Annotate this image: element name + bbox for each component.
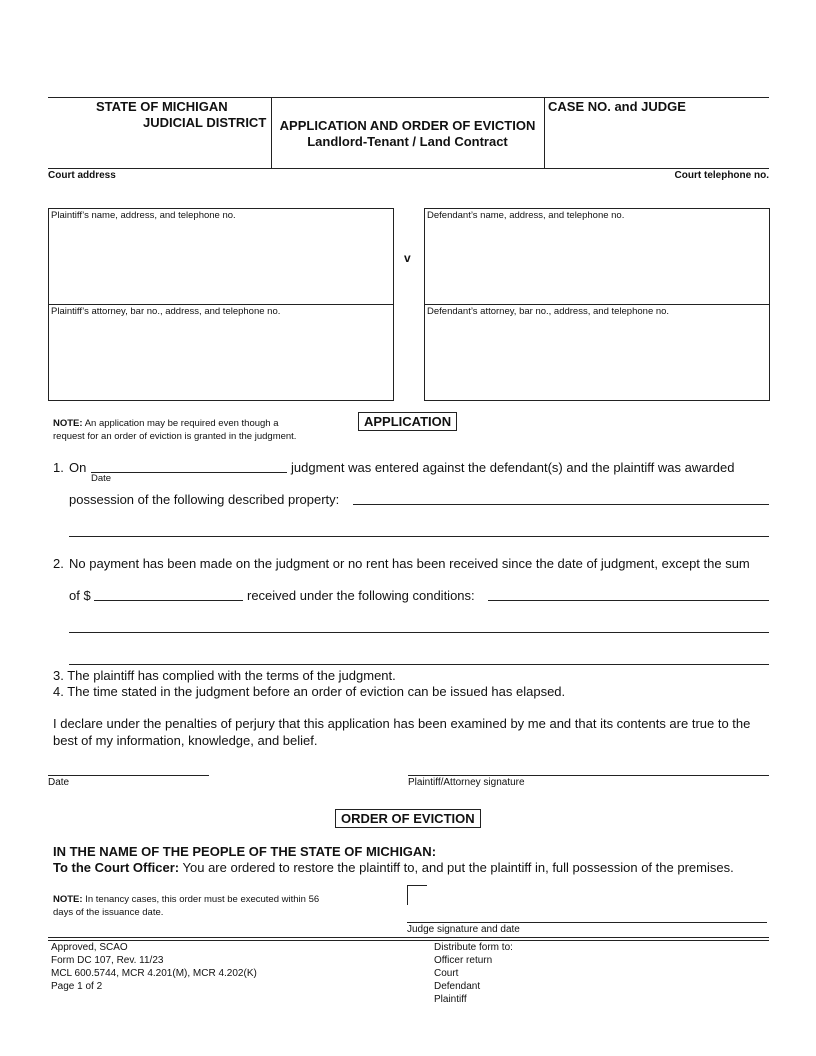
form-subtitle: Landlord-Tenant / Land Contract — [307, 134, 508, 149]
plaintiff-label: Plaintiff’s name, address, and telephone no. — [51, 210, 236, 221]
item2-received: received under the following conditions: — [247, 588, 475, 603]
state-name: STATE OF MICHIGAN — [96, 99, 228, 114]
order-note — [53, 894, 319, 905]
application-note-line2: request for an order of eviction is granted in the judgment. — [53, 431, 297, 442]
order-note-line2: days of the issuance date. — [53, 907, 164, 918]
signature-caption: Plaintiff/Attorney signature — [408, 777, 525, 788]
court-telephone-label: Court telephone no. — [674, 170, 769, 181]
application-note — [53, 418, 279, 429]
distribute-item: Plaintiff — [434, 994, 467, 1005]
case-number-label: CASE NO. and JUDGE — [548, 99, 686, 114]
officer-instruction — [53, 860, 734, 875]
distribute-item: Defendant — [434, 981, 481, 992]
conditions-line-2[interactable] — [69, 632, 769, 633]
item2-of: of $ — [69, 588, 91, 603]
item4-text: 4. The time stated in the judgment before an order of eviction can be issued has elapsed. — [53, 684, 566, 699]
application-note-label: NOTE: — [53, 418, 83, 429]
judgment-date-caption: Date — [91, 473, 112, 484]
item1-on: On — [69, 460, 87, 475]
footer-rule-2 — [48, 940, 769, 941]
payment-amount-line[interactable] — [94, 600, 243, 601]
item1-text: judgment was entered against the defendant(s) and the plaintiff was awarded — [291, 460, 735, 475]
judicial-district: JUDICIAL DISTRICT — [143, 115, 267, 130]
distribute-item: Court — [434, 968, 459, 979]
distribute-label: Distribute form to: — [434, 942, 513, 953]
item2-text: No payment has been made on the judgment or no rent has been received since the date of judgment, except the sum — [69, 556, 750, 571]
to-officer-label: To the Court Officer: — [53, 860, 180, 875]
defendant-attorney-label: Defendant’s attorney, bar no., address, and telephone no. — [427, 306, 670, 317]
header-divider-right — [544, 97, 545, 168]
case-number-field[interactable] — [546, 116, 768, 166]
people-statement: IN THE NAME OF THE PEOPLE OF THE STATE OF MICHIGAN: — [53, 844, 437, 859]
footer-approved: Approved, SCAO — [51, 942, 128, 953]
distribute-item: Officer return — [434, 955, 493, 966]
order-note-label: NOTE: — [53, 894, 83, 905]
footer-form-number: Form DC 107, Rev. 11/23 — [51, 955, 164, 966]
header-top-rule — [48, 97, 769, 98]
footer-page: Page 1 of 2 — [51, 981, 103, 992]
item1-property-label: possession of the following described property: — [69, 492, 340, 507]
order-note-text: In tenancy cases, this order must be executed within 56 — [85, 894, 320, 905]
order-instruction-text: You are ordered to restore the plaintiff to, and put the plaintiff in, full possession of the premises. — [182, 860, 734, 875]
form-title: APPLICATION AND ORDER OF EVICTION — [279, 118, 536, 133]
conditions-line-3[interactable] — [69, 664, 769, 665]
application-note-text: An application may be required even though a — [84, 418, 279, 429]
property-line-2[interactable] — [69, 536, 769, 537]
judge-signature-caption: Judge signature and date — [407, 924, 520, 935]
application-heading: APPLICATION — [358, 412, 457, 431]
declaration-line2: best of my information, knowledge, and belief. — [53, 733, 318, 748]
application-date-caption: Date — [48, 777, 70, 788]
judge-signature-line[interactable] — [407, 922, 767, 923]
seal-corner-mark — [407, 885, 427, 905]
application-date-line[interactable] — [48, 775, 209, 776]
order-heading: ORDER OF EVICTION — [335, 809, 481, 828]
defendant-label: Defendant’s name, address, and telephone no. — [427, 210, 625, 221]
item2-number: 2. — [53, 556, 64, 571]
defendant-box-divider — [424, 304, 770, 305]
footer-statutes: MCL 600.5744, MCR 4.201(M), MCR 4.202(K) — [51, 968, 257, 979]
court-address-label: Court address — [48, 170, 116, 181]
plaintiff-attorney-label: Plaintiff’s attorney, bar no., address, and telephone no. — [51, 306, 281, 317]
item3-text: 3. The plaintiff has complied with the terms of the judgment. — [53, 668, 396, 683]
judgment-date-line[interactable] — [91, 472, 287, 473]
footer-rule-1 — [48, 937, 769, 938]
item1-number: 1. — [53, 460, 64, 475]
versus-label: v — [404, 251, 411, 265]
signature-line[interactable] — [408, 775, 769, 776]
plaintiff-box-divider — [48, 304, 394, 305]
conditions-line-1[interactable] — [488, 600, 769, 601]
property-line-1[interactable] — [353, 504, 769, 505]
declaration-line1: I declare under the penalties of perjury that this application has been examined by me and that its contents are true to the — [53, 716, 751, 731]
header-bottom-rule — [48, 168, 769, 169]
